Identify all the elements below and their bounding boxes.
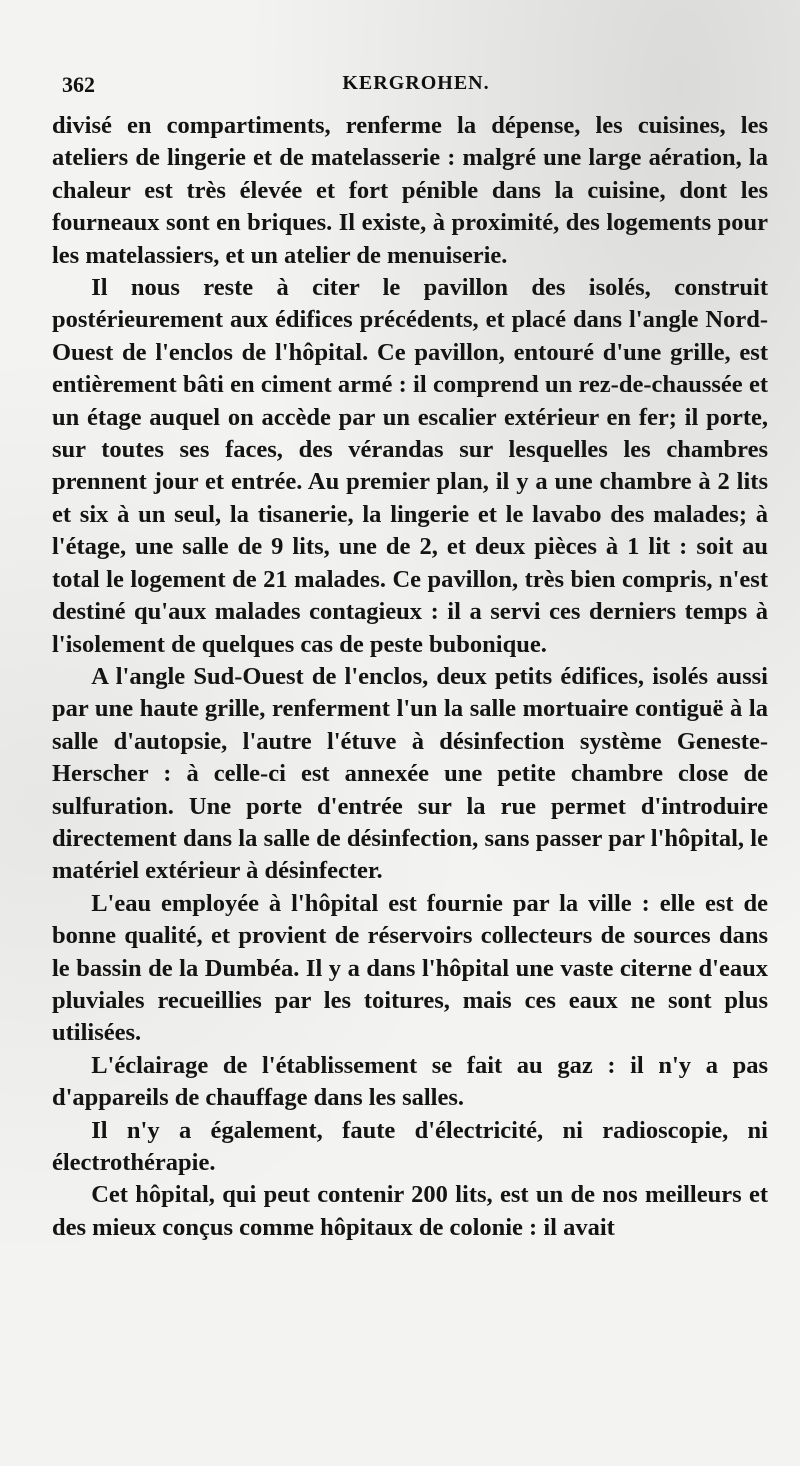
paragraph: L'éclairage de l'établissement se fait au gaz : il n'y a pas d'appareils de chauffage dans les salles. [52, 1051, 768, 1112]
paragraph: Il nous reste à citer le pavillon des isolés, construit postérieurement aux édifices précédents, et placé dans l'angle Nord-Ouest de l'enclos de l'hôpital. Ce pavillon, entouré d'une grille, est entièrement bâti en ciment armé : il comprend un rez-de-chaussée et un étage auquel on accède par un escalier extérieur en fer; il porte, sur toutes ses faces, des vérandas sur lesquelles les chambres prennent jour et entrée. Au premier plan, il y a une chambre à 2 lits et six à un seul, la tisanerie, la lingerie et le lavabo des malades; à l'étage, une salle de 9 lits, une de 2, et deux pièces à 1 lit : soit au total le logement de 21 malades. Ce pavillon, très bien compris, n'est destiné qu'aux malades contagieux : il a servi ces derniers temps à l'isolement de quelques cas de peste bubonique. [52, 274, 768, 658]
paragraph: Cet hôpital, qui peut contenir 200 lits, est un de nos meilleurs et des mieux conçus comme hôpitaux de colonie : il avait [52, 1181, 768, 1241]
running-title: KERGROHEN. [342, 72, 490, 94]
paragraph: divisé en compartiments, renferme la dépense, les cuisines, les ateliers de lingerie et de matelasserie : malgré une large aération, la chaleur est très élevée et fort pénible dans la cuisine, dont les fourneaux sont en briques. Il existe, à proximité, des logements pour les matelassiers, et un atelier de menuiserie. [52, 112, 768, 269]
body-text [52, 110, 768, 1244]
page-header [62, 72, 770, 102]
page-number: 362 [62, 72, 95, 97]
paragraph: Il n'y a également, faute d'électricité, ni radioscopie, ni électrothérapie. [52, 1116, 768, 1176]
paragraph: L'eau employée à l'hôpital est fournie par la ville : elle est de bonne qualité, et provient de réservoirs collecteurs de sources dans le bassin de la Dumbéa. Il y a dans l'hôpital une vaste citerne d'eaux pluviales recueillies par les toitures, mais ces eaux ne sont plus utilisées. [52, 889, 768, 1047]
paragraph: A l'angle Sud-Ouest de l'enclos, deux petits édifices, isolés aussi par une haute grille, renferment l'un la salle mortuaire contiguë à la salle d'autopsie, l'autre l'étuve à désinfection système Geneste-Herscher : à celle-ci est annexée une petite chambre close de sulfuration. Une porte d'entrée sur la rue permet d'introduire directement dans la salle de désinfection, sans passer par l'hôpital, le matériel extérieur à désinfecter. [52, 662, 768, 885]
